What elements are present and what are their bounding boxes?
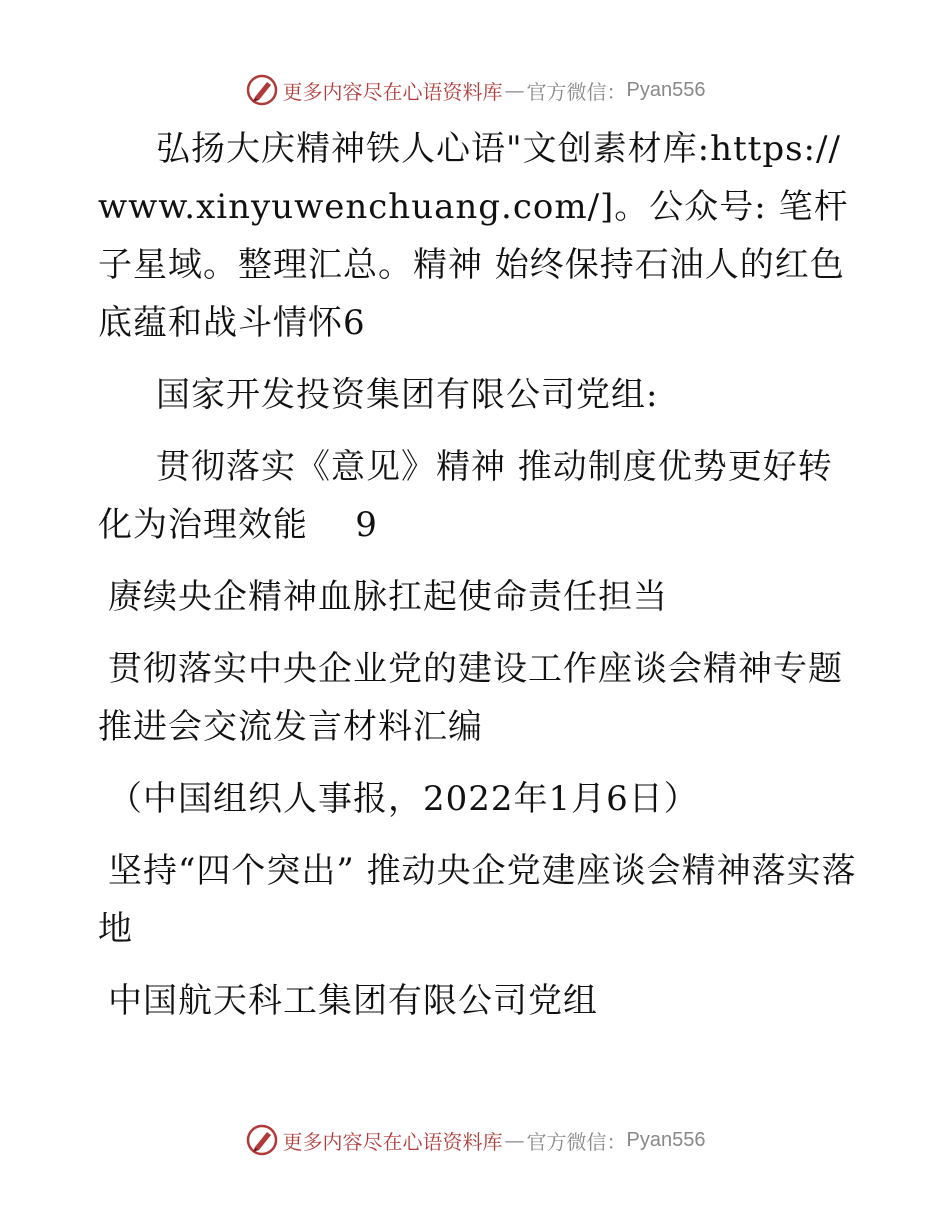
banner-official-label: 官方微信： [526,79,627,104]
document-body [98,120,858,1030]
paragraph-1: 弘扬大庆精神铁人心语"文创素材库:https://www.xinyuwenchuang.com/]。公众号: 笔杆子星域。整理汇总。精神 始终保持石油人的红色底蕴和战斗情怀6 [98,129,849,343]
pen-logo-icon [245,1123,279,1157]
footer-official-label: 官方微信： [526,1129,627,1154]
banner-main-text: 更多内容尽在心语资料库 [282,79,503,104]
banner-wechat-handle: Pyan556 [626,78,706,101]
paragraph-2: 国家开发投资集团有限公司党组: [156,375,659,415]
footer-separator: — [504,1128,525,1152]
paragraph-7: 坚持“四个突出” 推动央企党建座谈会精神落实落地 [98,851,857,949]
paragraph-6: （中国组织人事报，2022年1月6日） [108,779,699,819]
footer-wechat-handle: Pyan556 [626,1128,706,1151]
paragraph-4: 赓续央企精神血脉扛起使命责任担当 [108,577,668,617]
paragraph-5: 贯彻落实中央企业党的建设工作座谈会精神专题推进会交流发言材料汇编 [98,649,843,747]
banner-separator: — [504,78,525,102]
footer-main-text: 更多内容尽在心语资料库 [282,1129,503,1154]
paragraph-8: 中国航天科工集团有限公司党组 [108,981,598,1021]
pen-logo-icon [245,73,279,107]
footer-banner [0,1120,950,1160]
header-banner [0,70,950,110]
paragraph-3: 贯彻落实《意见》精神 推动制度优势更好转化为治理效能 9 [98,447,833,545]
